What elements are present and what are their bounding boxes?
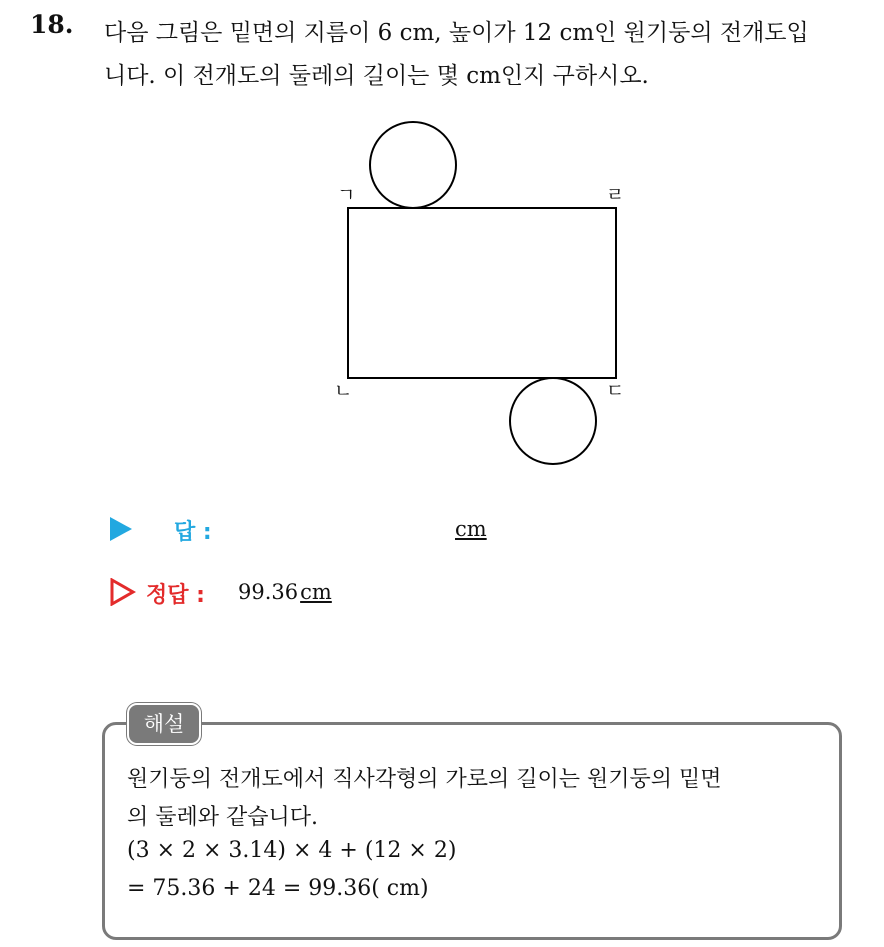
cylinder-net-figure <box>320 115 640 475</box>
correct-answer-value: 99.36 <box>238 580 299 604</box>
correct-answer-unit: cm <box>300 580 332 604</box>
outline-triangle-icon <box>110 578 136 606</box>
solution-line-3: (3 × 2 × 3.14) × 4 + (12 × 2) <box>127 838 457 863</box>
solution-line-4: = 75.36 + 24 = 99.36( cm) <box>127 876 429 901</box>
solution-line-2: 의 둘레와 같습니다. <box>127 805 318 830</box>
corner-label-bottom-right: ㄷ <box>606 380 625 402</box>
answer-unit: cm <box>455 517 487 541</box>
answer-label: 답 : <box>174 520 212 545</box>
question-text-line-1: 다음 그림은 밑면의 지름이 6 cm, 높이가 12 cm인 원기둥의 전개도입 <box>104 20 809 46</box>
solution-line-1: 원기둥의 전개도에서 직사각형의 가로의 길이는 원기둥의 밑면 <box>127 767 722 792</box>
corner-label-top-right: ㄹ <box>606 184 625 206</box>
corner-label-bottom-left: ㄴ <box>334 380 353 402</box>
top-base-circle <box>370 122 456 208</box>
solution-tag: 해설 <box>127 703 201 745</box>
play-triangle-icon <box>110 517 132 541</box>
corner-label-top-left: ㄱ <box>337 184 356 206</box>
solution-box <box>102 722 842 940</box>
side-rectangle <box>348 208 616 378</box>
question-text-line-2: 니다. 이 전개도의 둘레의 길이는 몇 cm인지 구하시오. <box>104 63 649 89</box>
bottom-base-circle <box>510 378 596 464</box>
correct-answer-value-wrap <box>238 580 332 604</box>
correct-answer-label: 정답 : <box>146 583 205 608</box>
question-number: 18. <box>30 10 74 39</box>
